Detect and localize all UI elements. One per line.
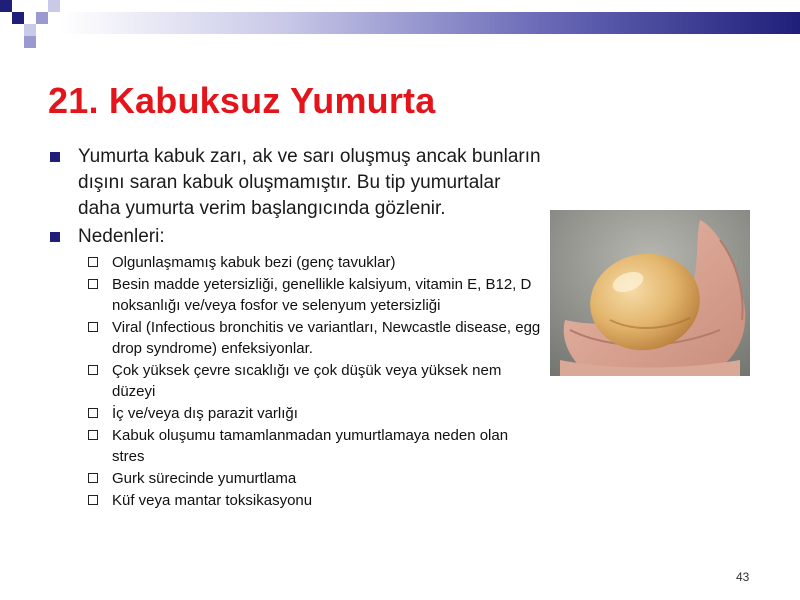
hollow-square-bullet-icon — [88, 322, 98, 332]
list-item — [48, 403, 543, 424]
list-item — [48, 468, 543, 489]
hollow-square-bullet-icon — [88, 257, 98, 267]
list-item — [48, 252, 543, 273]
list-item — [48, 490, 543, 511]
header-gradient-band — [60, 12, 800, 34]
slide-title: 21. Kabuksuz Yumurta — [48, 80, 436, 121]
square-bullet-icon — [50, 232, 60, 242]
header-square — [48, 0, 60, 12]
header-square — [12, 12, 24, 24]
header-square — [24, 36, 36, 48]
bullet-text: Yumurta kabuk zarı, ak ve sarı oluşmuş ancak bunların dışını saran kabuk oluşmamıştır. Bu tip yumurtalar daha yumurta verim başlangıcında gözlenir. — [78, 146, 541, 219]
causes-list — [48, 252, 543, 511]
list-item — [48, 425, 543, 467]
shellless-egg-photo — [550, 210, 750, 376]
hollow-square-bullet-icon — [88, 430, 98, 440]
bullet-item — [48, 224, 543, 250]
hollow-square-bullet-icon — [88, 279, 98, 289]
hollow-square-bullet-icon — [88, 473, 98, 483]
slide-content — [48, 144, 543, 512]
bullet-text: Nedenleri: — [78, 226, 165, 247]
cause-text: Viral (Infectious bronchitis ve variantları, Newcastle disease, egg drop syndrome) enfeksiyonlar. — [112, 319, 541, 357]
header-square — [0, 0, 12, 12]
cause-text: Besin madde yetersizliği, genellikle kalsiyum, vitamin E, B12, D noksanlığı ve/veya fosfor ve selenyum yetersizliği — [112, 276, 532, 314]
page-number: 43 — [736, 570, 750, 584]
header-square — [36, 12, 48, 24]
list-item — [48, 317, 543, 359]
hollow-square-bullet-icon — [88, 495, 98, 505]
header-square — [24, 24, 36, 36]
cause-text: Çok yüksek çevre sıcaklığı ve çok düşük veya yüksek nem düzeyi — [112, 362, 502, 400]
square-bullet-icon — [50, 152, 60, 162]
cause-text: Kabuk oluşumu tamamlanmadan yumurtlamaya neden olan stres — [112, 427, 509, 465]
cause-text: Gurk sürecinde yumurtlama — [112, 470, 297, 487]
list-item — [48, 274, 543, 316]
hollow-square-bullet-icon — [88, 408, 98, 418]
cause-text: Olgunlaşmamış kabuk bezi (genç tavuklar) — [112, 254, 396, 271]
cause-text: Küf veya mantar toksikasyonu — [112, 492, 313, 509]
list-item — [48, 360, 543, 402]
bullet-item — [48, 144, 543, 222]
hollow-square-bullet-icon — [88, 365, 98, 375]
cause-text: İç ve/veya dış parazit varlığı — [112, 405, 298, 422]
